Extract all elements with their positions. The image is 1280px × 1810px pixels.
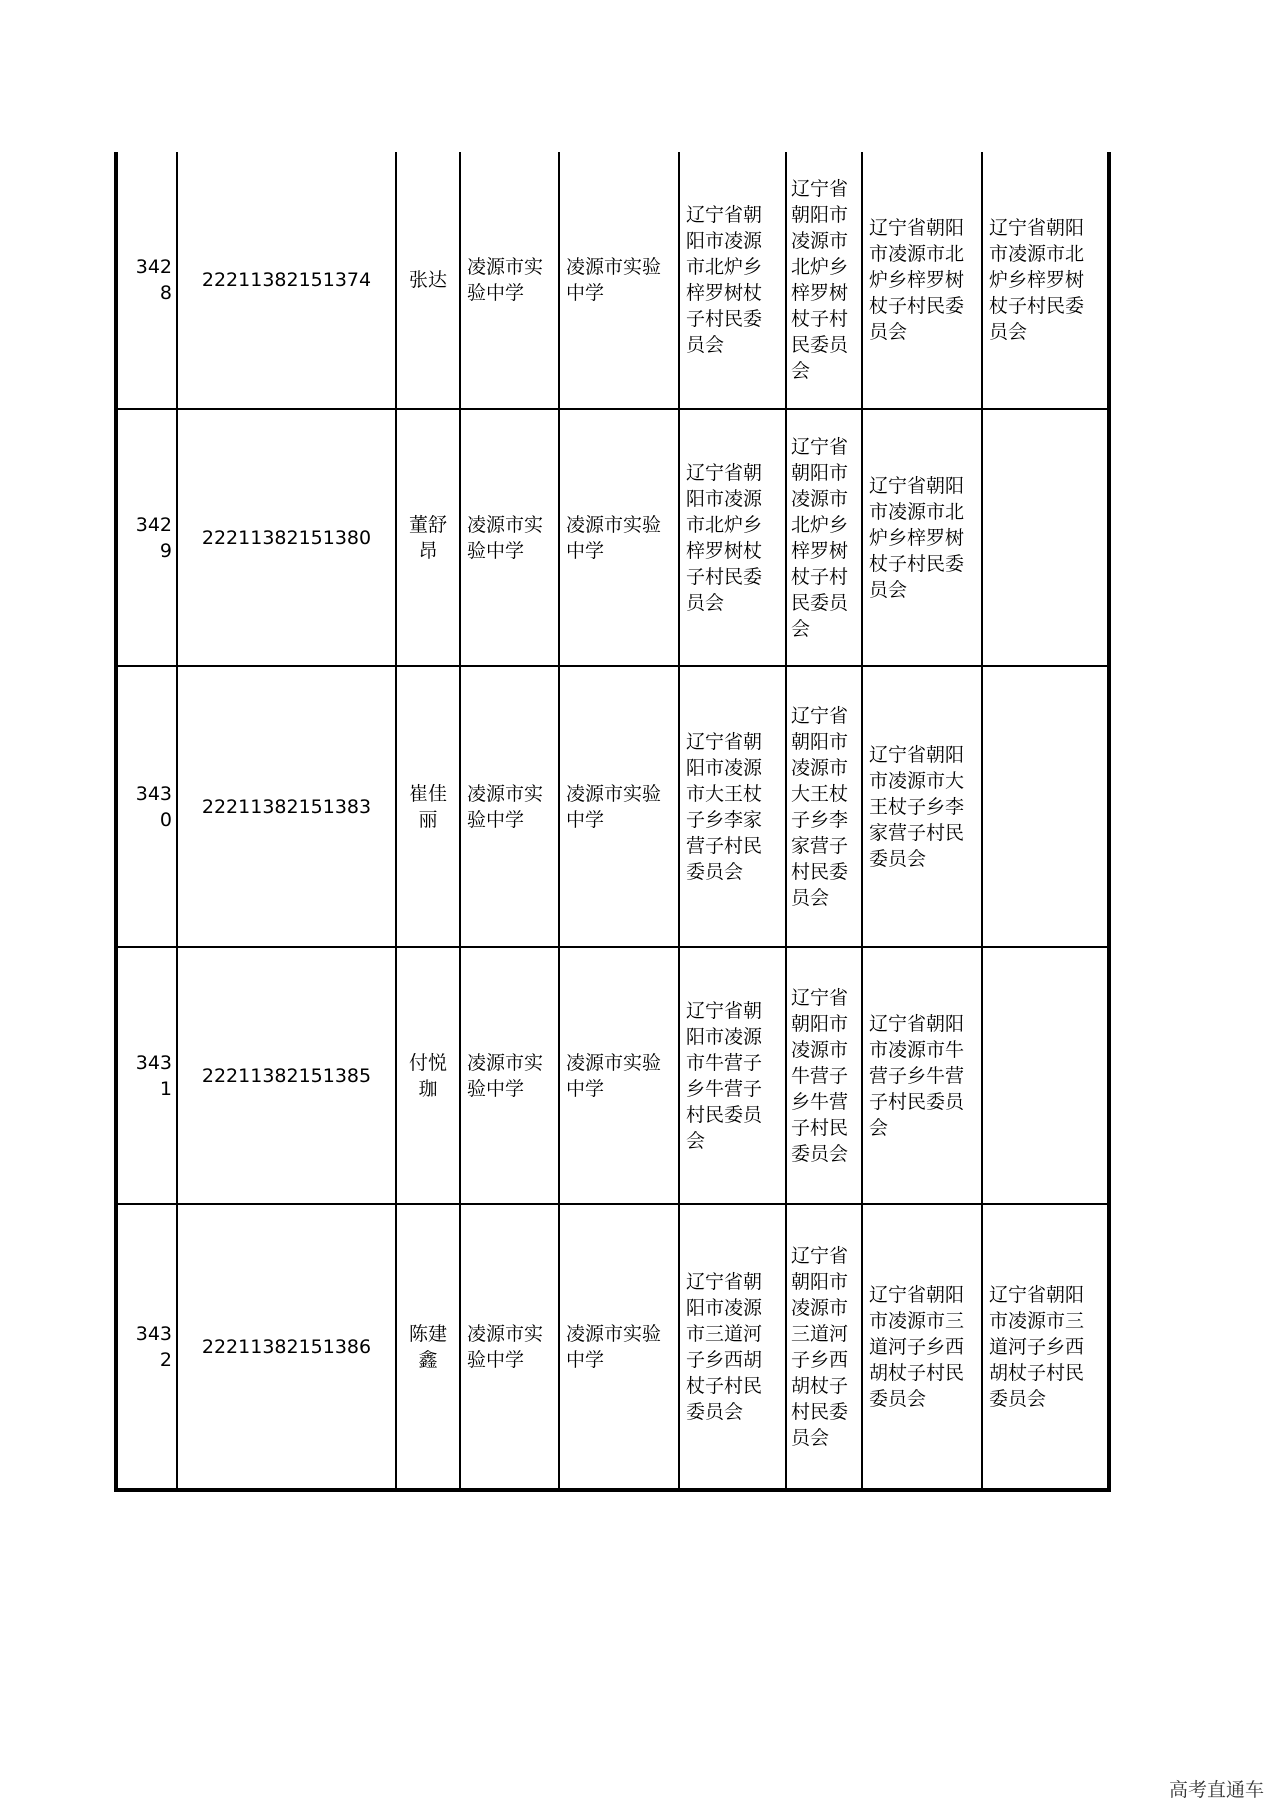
address-cell-c: 辽宁省朝阳市凌源市大王杖子乡李家营子村民委员会 xyxy=(862,666,982,947)
address-cell-d xyxy=(982,409,1109,666)
school-cell-secondary: 凌源市实验中学 xyxy=(559,947,679,1204)
address-cell-d xyxy=(982,947,1109,1204)
student-roster-table xyxy=(114,152,1111,1492)
school-cell-secondary: 凌源市实验中学 xyxy=(559,1204,679,1490)
address-cell-a: 辽宁省朝阳市凌源市大王杖子乡李家营子村民委员会 xyxy=(679,666,786,947)
address-cell-c: 辽宁省朝阳市凌源市北炉乡梓罗树杖子村民委员会 xyxy=(862,152,982,409)
serial-number-cell: 3431 xyxy=(116,947,177,1204)
serial-number-cell: 3430 xyxy=(116,666,177,947)
address-cell-c: 辽宁省朝阳市凌源市牛营子乡牛营子村民委员会 xyxy=(862,947,982,1204)
school-cell: 凌源市实验中学 xyxy=(460,152,559,409)
student-name-cell: 崔佳丽 xyxy=(396,666,460,947)
exam-number-cell: 22211382151380 xyxy=(177,409,396,666)
school-cell: 凌源市实验中学 xyxy=(460,409,559,666)
address-cell-d: 辽宁省朝阳市凌源市北炉乡梓罗树杖子村民委员会 xyxy=(982,152,1109,409)
watermark-text: 高考直通车 xyxy=(1168,1779,1264,1801)
school-cell-secondary: 凌源市实验中学 xyxy=(559,152,679,409)
table-row xyxy=(116,152,1109,409)
student-name-cell: 付悦珈 xyxy=(396,947,460,1204)
address-cell-c: 辽宁省朝阳市凌源市三道河子乡西胡杖子村民委员会 xyxy=(862,1204,982,1490)
address-cell-b: 辽宁省朝阳市凌源市大王杖子乡李家营子村民委员会 xyxy=(786,666,862,947)
address-cell-b: 辽宁省朝阳市凌源市北炉乡梓罗树杖子村民委员会 xyxy=(786,152,862,409)
address-cell-a: 辽宁省朝阳市凌源市牛营子乡牛营子村民委员会 xyxy=(679,947,786,1204)
table-row xyxy=(116,947,1109,1204)
serial-number-cell: 3432 xyxy=(116,1204,177,1490)
table-row xyxy=(116,666,1109,947)
student-name-cell: 董舒昂 xyxy=(396,409,460,666)
exam-number-cell: 22211382151374 xyxy=(177,152,396,409)
address-cell-b: 辽宁省朝阳市凌源市牛营子乡牛营子村民委员会 xyxy=(786,947,862,1204)
student-name-cell: 陈建鑫 xyxy=(396,1204,460,1490)
address-cell-d: 辽宁省朝阳市凌源市三道河子乡西胡杖子村民委员会 xyxy=(982,1204,1109,1490)
student-name-cell: 张达 xyxy=(396,152,460,409)
school-cell: 凌源市实验中学 xyxy=(460,947,559,1204)
address-cell-c: 辽宁省朝阳市凌源市北炉乡梓罗树杖子村民委员会 xyxy=(862,409,982,666)
address-cell-d xyxy=(982,666,1109,947)
exam-number-cell: 22211382151383 xyxy=(177,666,396,947)
address-cell-b: 辽宁省朝阳市凌源市北炉乡梓罗树杖子村民委员会 xyxy=(786,409,862,666)
serial-number-cell: 3428 xyxy=(116,152,177,409)
table-row xyxy=(116,409,1109,666)
school-cell: 凌源市实验中学 xyxy=(460,666,559,947)
address-cell-b: 辽宁省朝阳市凌源市三道河子乡西胡杖子村民委员会 xyxy=(786,1204,862,1490)
address-cell-a: 辽宁省朝阳市凌源市三道河子乡西胡杖子村民委员会 xyxy=(679,1204,786,1490)
school-cell-secondary: 凌源市实验中学 xyxy=(559,409,679,666)
address-cell-a: 辽宁省朝阳市凌源市北炉乡梓罗树杖子村民委员会 xyxy=(679,152,786,409)
table-row xyxy=(116,1204,1109,1490)
serial-number-cell: 3429 xyxy=(116,409,177,666)
exam-number-cell: 22211382151385 xyxy=(177,947,396,1204)
exam-number-cell: 22211382151386 xyxy=(177,1204,396,1490)
school-cell: 凌源市实验中学 xyxy=(460,1204,559,1490)
school-cell-secondary: 凌源市实验中学 xyxy=(559,666,679,947)
address-cell-a: 辽宁省朝阳市凌源市北炉乡梓罗树杖子村民委员会 xyxy=(679,409,786,666)
